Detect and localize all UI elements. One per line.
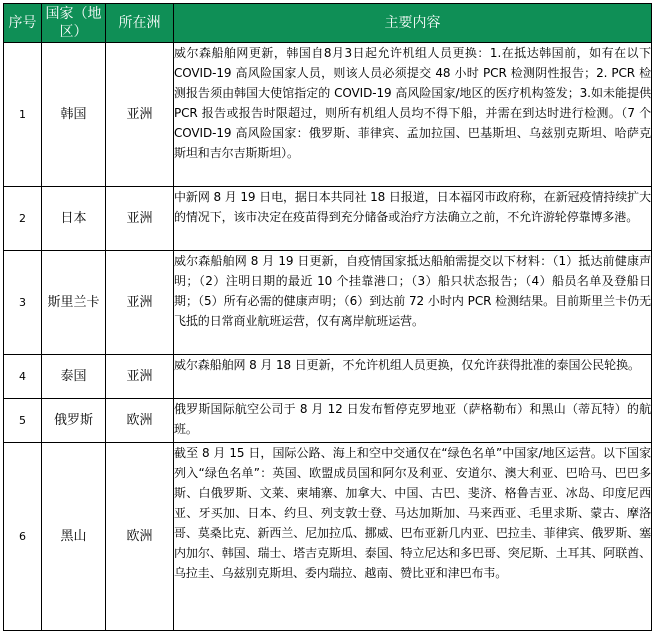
- row-country: 日本: [42, 187, 106, 251]
- table-row: [4, 355, 652, 399]
- row-country: 俄罗斯: [42, 399, 106, 443]
- row-region: 欧洲: [106, 443, 174, 631]
- row-content: 威尔森船舶网 8 月 19 日更新，自疫情国家抵达船舶需提交以下材料：（1）抵达前健康声明；（2）注明日期的最近 10 个挂靠港口；（3）船只状态报告；（4）船员名单及登船日期；（5）所有必需的健康声明；（6）到达前 72 小时内 PCR 检测结果。目前斯里兰卡仍无飞抵的日常商业航班运营，仅有离岸航班运营。: [174, 251, 652, 355]
- header-region: 所在洲: [106, 4, 174, 43]
- header-content: 主要内容: [174, 4, 652, 43]
- row-country: 斯里兰卡: [42, 251, 106, 355]
- row-country: 韩国: [42, 43, 106, 187]
- table-row: [4, 187, 652, 251]
- row-content: 截至 8 月 15 日，国际公路、海上和空中交通仅在“绿色名单”中国家/地区运营。以下国家列入“绿色名单”：英国、欧盟成员国和阿尔及利亚、安道尔、澳大利亚、巴哈马、巴巴多斯、白俄罗斯、文莱、柬埔寨、加拿大、中国、古巴、斐济、格鲁吉亚、冰岛、印度尼西亚、牙买加、日本、约旦、列支敦士登、马达加斯加、马来西亚、毛里求斯、蒙古、摩洛哥、莫桑比克、新西兰、尼加拉瓜、挪威、巴布亚新几内亚、巴拉圭、菲律宾、俄罗斯、塞内加尔、韩国、瑞士、塔吉克斯坦、泰国、特立尼达和多巴哥、突尼斯、土耳其、阿联酋、乌拉圭、乌兹别克斯坦、委内瑞拉、越南、赞比亚和津巴布韦。: [174, 443, 652, 631]
- row-content: 威尔森船舶网 8 月 18 日更新，不允许机组人员更换，仅允许获得批准的泰国公民轮换。: [174, 355, 652, 399]
- table-row: [4, 43, 652, 187]
- row-index: 6: [4, 443, 42, 631]
- table-row: [4, 443, 652, 631]
- policy-table: [3, 3, 652, 631]
- row-content: 威尔森船舶网更新，韩国自8月3日起允许机组人员更换：1.在抵达韩国前，如有在以下 COVID-19 高风险国家人员，则该人员必须提交 48 小时 PCR 检测阴性报告；2. PCR 检测报告须由韩国大使馆指定的 COVID-19 高风险国家/地区的医疗机构签发；3.如未能提供 PCR 报告或报告时限超过，则所有机组人员均不得下船，并需在到达时进行检测。（7 个 COVID-19 高风险国家：俄罗斯、菲律宾、孟加拉国、巴基斯坦、乌兹别克斯坦、哈萨克斯坦和吉尔吉斯斯坦）。: [174, 43, 652, 187]
- header-index: 序号: [4, 4, 42, 43]
- row-index: 5: [4, 399, 42, 443]
- row-index: 1: [4, 43, 42, 187]
- table-row: [4, 399, 652, 443]
- row-index: 2: [4, 187, 42, 251]
- row-index: 4: [4, 355, 42, 399]
- row-region: 欧洲: [106, 399, 174, 443]
- row-region: 亚洲: [106, 251, 174, 355]
- row-region: 亚洲: [106, 355, 174, 399]
- row-country: 泰国: [42, 355, 106, 399]
- header-country: 国家（地区）: [42, 4, 106, 43]
- table-row: [4, 251, 652, 355]
- row-region: 亚洲: [106, 187, 174, 251]
- row-region: 亚洲: [106, 43, 174, 187]
- row-content: 中新网 8 月 19 日电，据日本共同社 18 日报道，日本福冈市政府称，在新冠疫情持续扩大的情况下，该市决定在疫苗得到充分储备或治疗方法确立之前，不允许游轮停靠博多港。: [174, 187, 652, 251]
- row-country: 黑山: [42, 443, 106, 631]
- row-content: 俄罗斯国际航空公司于 8 月 12 日发布暂停克罗地亚（萨格勒布）和黑山（蒂瓦特）的航班。: [174, 399, 652, 443]
- table-header-row: [4, 4, 652, 43]
- row-index: 3: [4, 251, 42, 355]
